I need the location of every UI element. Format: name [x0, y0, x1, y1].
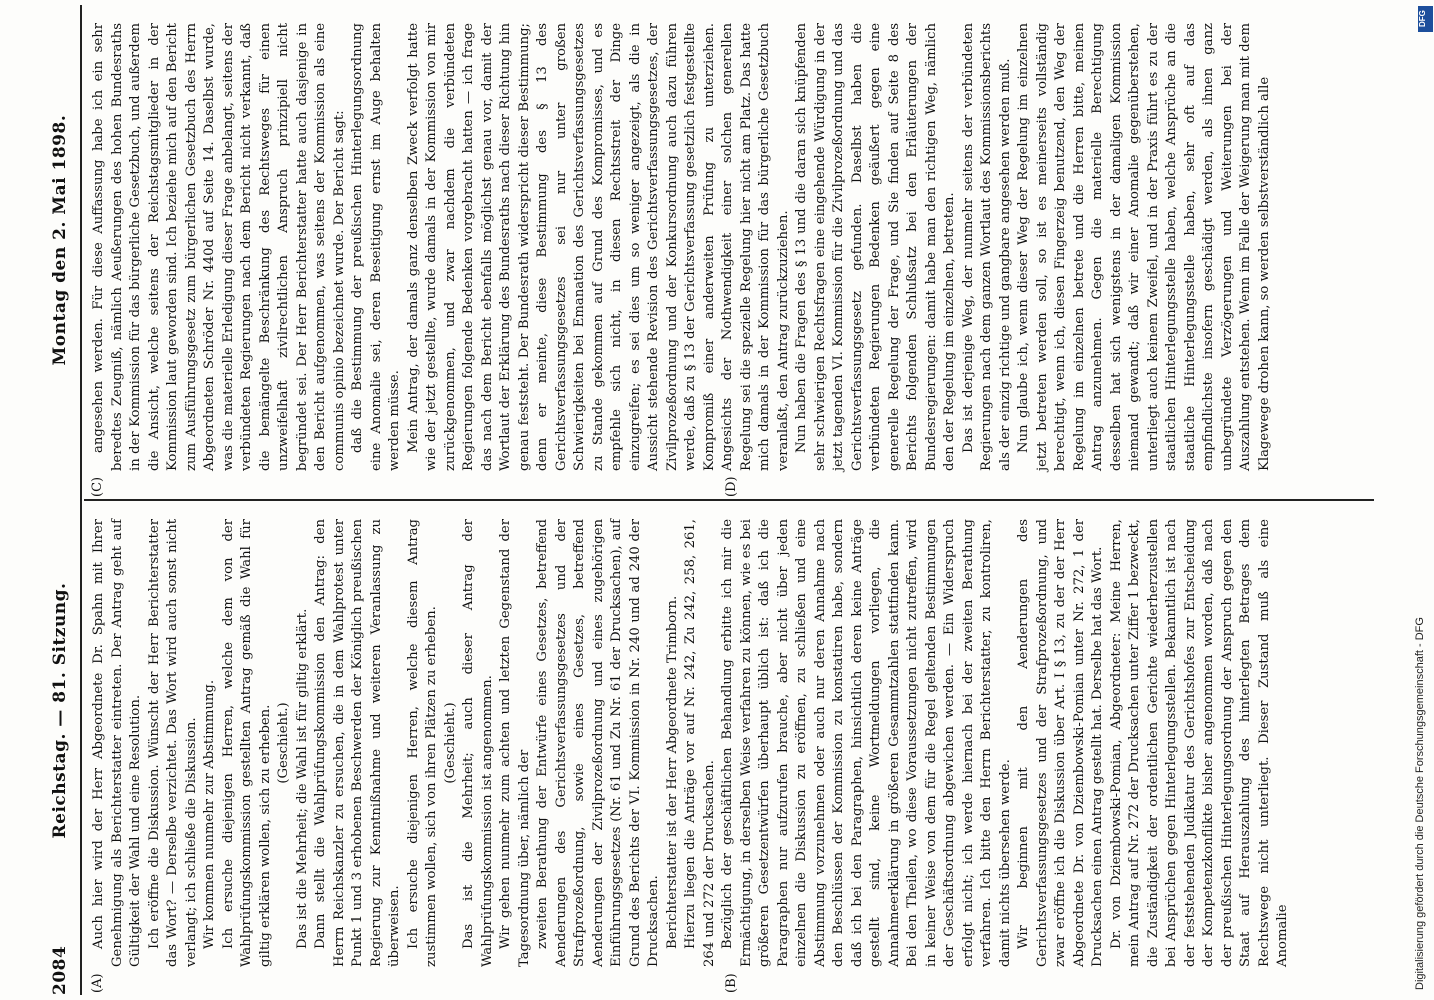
paragraph: Ich eröffne die Diskussion. Wünscht der Herr Berichterstatter das Wort? — Derselbe verzichtet. Das Wort wird auch sonst nicht verlangt; ich schließe die Diskussion. [146, 519, 199, 967]
session-date: Montag den 2. Mai 1898. [50, 114, 70, 366]
dfg-logo: DFG [1418, 6, 1433, 32]
margin-letter-c: (C) [90, 476, 105, 497]
paragraph: Ich ersuche diejenigen Herren, welche diesem Antrag zustimmen wollen, sich von ihren Plätzen zu erheben. [405, 519, 439, 967]
paragraph: Dr. von Dziembowski-Pomian, Abgeordneter: Meine Herren, mein Antrag auf Nr. 272 der Drucksachen unter Ziffer 1 bezweckt, die Zuständigkeit der ordentlichen Gerichte wiederherzustellen bei Ansprüchen gegen Hinterlegungsstellen. Bekanntlich ist nach der feststehenden Judikatur des Gerichtshofes zur Entscheidung der Kompetenzkonflikte bisher angenommen worden, daß nach der preußischen Hinterlegungsordnung der Anspruch gegen den Staat auf Herauszahlung des hinterlegten Betrages dem Rechtswege nicht unterliegt. Dieser Zustand muß als eine Anomalie [1108, 519, 1290, 967]
session-title: Reichstag. — 81. Sitzung. [50, 582, 70, 839]
paragraph: Nun glaube ich, wenn dieser Weg der Regelung im einzelnen jetzt betreten werden soll, so ist es meinerseits vollständig berechtigt, wenn ich, diesen Fingerzeig benutzend, den Weg der Regelung im einzelnen betrete und die Herren bitte, meinen Antrag anzunehmen. Gegen die materielle Berechtigung desselben hat sich wenigstens in der damaligen Kommission niemand gewandt; daß wir einer Anomalie gegenüberstehen, unterliegt auch keinem Zweifel, und in der Praxis führt es zu der staatlichen Hinterlegungsstelle haben, welche Ansprüche an die staatliche Hinterlegungsstelle haben, sehr oft auf das empfindlichste insofern geschädigt werden, als ihnen ganz unbegründete Verzögerungen und Weiterungen bei der Auszahlung entstehen. Wenn im Falle der Weigerung man mit dem Klagewege drohen kann, so werden selbstverständlich alle [1016, 23, 1272, 471]
left-column [84, 501, 1374, 995]
paragraph: Ich ersuche diejenigen Herren, welche dem von der Wahlprüfungskommission gestellten Antrag gemäß die Wahl für giltig erklären wollen, sich zu erheben. [220, 519, 273, 967]
paragraph: Das ist die Mehrheit; auch dieser Antrag der Wahlprüfungskommission ist angenommen. [461, 519, 495, 967]
digitization-note-text: Digitalisierung gefördert durch die Deutsche Forschungsgemeinschaft - DFG [1414, 617, 1426, 990]
paragraph: Auch hier wird der Herr Abgeordnete Dr. Spahn mit Ihrer Genehmigung als Berichterstatter eintreten. Der Antrag geht auf Gültigkeit der Wahl und eine Resolution. [91, 519, 143, 967]
paragraph: Wir beginnen mit den Aenderungen des Gerichtsverfassungsgesetzes und der Strafprozeßordnung, und zwar eröffne ich die Diskussion über Art. I § 13, zu der der Herr Abgeordnete Dr. von Dziembowski-Pomian unter Nr. 272, 1 der Drucksachen einen Antrag gestellt hat. Derselbe hat das Wort. [1016, 519, 1105, 967]
paragraph: Wir kommen nunmehr zur Abstimmung. [202, 679, 217, 949]
paragraph: zweiten Berathung der Entwürfe eines Gesetzes, betreffend Aenderungen des Gerichtsverfassungsgesetzes und der Strafprozeßordnung, sowie eines Gesetzes, betreffend Aenderungen der Zivilprozeßordnung und eines zugehörigen Einführungsgesetzes (Nr. 61 und Zu Nr. 61 der Drucksachen), auf Grund des Berichts der VI. Kommission in Nr. 240 und ad 240 der Drucksachen. [535, 519, 661, 967]
paragraph: daß die Bestimmung der preußischen Hinterlegungsordnung eine Anomalie sei, deren Beseitigung ernst im Auge behalten werden müsse. [350, 23, 402, 471]
right-column [84, 5, 1374, 501]
paragraph: Berichterstatter ist der Herr Abgeordnete Trimborn. [664, 595, 680, 949]
paragraph: Wir gehen nunmehr zum achten und letzten Gegenstand der Tagesordnung über, nämlich der [498, 519, 532, 967]
margin-letter-a: (A) [90, 973, 105, 993]
paragraph: Dann stellt die Wahlprüfungskommission den Antrag: den Herrn Reichskanzler zu ersuchen, die in dem Wahlprotest unter Punkt 1 und 3 erhobenen Beschwerden der Königlich preußischen Regierung zur Kenntnißnahme und weiteren Veranlassung zu überweisen. [313, 519, 402, 967]
paragraph: Das ist die Mehrheit; die Wahl ist für giltig erklärt. [294, 608, 310, 949]
paragraph: (Geschieht.) [276, 702, 291, 784]
text-columns [84, 5, 1374, 995]
paragraph: Hierzu liegen die Anträge vor auf Nr. 242, Zu 242, 258, 261, 264 und 272 der Drucksachen. [683, 519, 717, 967]
paragraph: Mein Antrag, der damals ganz denselben Zweck verfolgt hatte wie der jetzt gestellte, wurde damals in der Kommission von mir zurückgenommen, und zwar nachdem die verbündeten Regierungen folgende Bedenken vorgebracht hatten — ich frage das nach dem Bericht ebenfalls möglichst genau vor, damit der Wortlaut der Erklärung des Bundesraths nach dieser Richtung hin genau feststeht. Der Bundesrath widerspricht dieser Bestimmung; denn er meinte, diese Bestimmung des § 13 des Gerichtsverfassungsgesetzes sei nur unter großen Schwierigkeiten bei Emanation des Gerichtsverfassungsgesetzes zu Stande gekommen auf Grund des Kompromisses, und es empfehle sich nicht, in diesen Rechtsstreit der Dinge einzugreifen; es sei dies um so weniger angezeigt, als die in Aussicht stehende Revision des Gerichtsverfassungsgesetzes, der Zivilprozeßordnung und der Konkursordnung auch dazu führen werde, daß zu § 13 der Gerichtsverfassung gesetzlich festgestellte Kompromiß einer anderweiten Prüfung zu unterziehen. Angesichts der Nothwendigkeit einer solchen generellen Regelung sei die spezielle Regelung hier nicht am Platz. Das hatte mich damals in der Kommission für das bürgerliche Gesetzbuch veranlaßt, den Antrag zurückzuziehen. [405, 23, 791, 471]
digitization-note [1414, 0, 1432, 1000]
page-header [40, 5, 82, 995]
paragraph: Nun haben die Fragen des § 13 und die daran sich knüpfenden sehr schwierigen Rechtsfragen eine eingehende Würdigung in der jetzt tagenden VI. Kommission für die Zivilprozeßordnung und das Gerichtsverfassungsgesetz gefunden. Daselbst haben die verbündeten Regierungen Bedenken geäußert gegen eine generelle Regelung der Frage, und Sie finden auf Seite 8 des Berichts folgenden Schlußsatz bei den Erläuterungen der Bundesregierungen: damit habe man den richtigen Weg, nämlich den der Regelung im einzelnen, betreten. [794, 23, 957, 471]
paragraph: angesehen werden. Für diese Auffassung habe ich ein sehr beredtes Zeugniß, nämlich Aeußerungen des hohen Bundesraths in der Kommission für das bürgerliche Gesetzbuch, und außerdem die Ansicht, welche seitens der Reichstagsmitglieder in der Kommission laut geworden sind. Ich beziehe mich auf den Bericht zum Ausführungsgesetz zum bürgerlichen Gesetzbuch des Herrn Abgeordneten Schröder Nr. 440d auf Seite 14. Daselbst wurde, was die materielle Erledigung dieser Frage anbelangt, seitens der verbündeten Regierungen nach dem Bericht nicht verkannt, daß die bemängelte Beschränkung des Rechtsweges für einen unzweifelhaft zivilrechtlichen Anspruch prinzipiell nicht begründet sei. Der Herr Berichterstatter hatte auch dasjenige in den Bericht aufgenommen, was seitens der Kommission als eine communis opinio bezeichnet wurde. Der Bericht sagt: [91, 23, 347, 471]
rotated-page-content [40, 5, 1420, 995]
paragraph: Das ist derjenige Weg, der nunmehr seitens der verbündeten Regierungen nach dem ganzen Wortlaut des Kommissionsberichts als der einzig richtige und gangbare angesehen werden muß. [960, 23, 1013, 471]
page-number: 2084 [50, 945, 70, 995]
margin-letter-d: (D) [724, 476, 739, 497]
paragraph: (Geschieht.) [442, 702, 458, 784]
margin-letter-b: (B) [724, 973, 739, 993]
paragraph: Bezüglich der geschäftlichen Behandlung erbitte ich mir die Ermächtigung, in derselben Weise verfahren zu können, wie es bei größeren Gesetzentwürfen überhaupt üblich ist: daß ich die Paragraphen nur aufzurufen brauche, aber nicht über jeden einzelnen die Diskussion zu eröffnen, zu schließen und eine Abstimmung vorzunehmen oder auch nur deren Annahme nach den Beschlüssen der Kommission zu konstatiren habe, sondern daß ich bei den Paragraphen, hinsichtlich deren keine Anträge gestellt sind, keine Wortmeldungen vorliegen, die Annahmeerklärung in größeren Gesammtzahlen stattfinden kann. Bei den Theilen, wo diese Voraussetzungen nicht zutreffen, wird in keiner Weise von dem für die Regel geltenden Bestimmungen der Geschäftsordnung abgewichen werden. — Ein Widerspruch erfolgt nicht; ich werde hiernach bei der zweiten Berathung verfahren. Ich bitte den Herrn Berichterstatter, zu kontroliren, damit nichts übersehen werde. [720, 519, 1013, 967]
